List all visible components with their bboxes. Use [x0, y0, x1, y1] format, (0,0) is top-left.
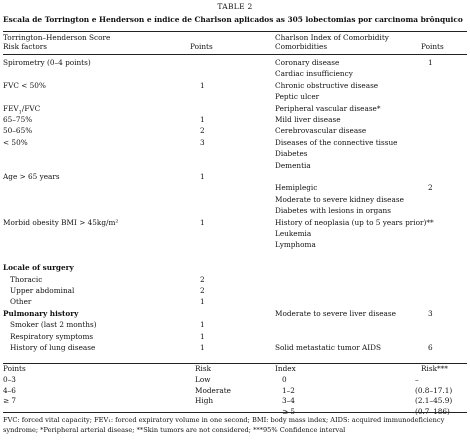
comorbidity-points: 6 — [428, 343, 433, 352]
risk-table-index: 0 — [282, 375, 287, 384]
header-rule — [3, 54, 467, 55]
left-subheader-factors: Risk factors — [3, 42, 48, 51]
risk-factor-label: Locale of surgery — [3, 263, 74, 273]
risk-factor-label: Thoracic — [10, 274, 43, 284]
comorbidity-label: Hemiplegic — [275, 183, 318, 193]
comorbidity-label: Diabetes with lesions in organs — [275, 206, 391, 216]
bottom-section-rule — [3, 363, 467, 364]
risk-factor-points: 1 — [200, 331, 205, 341]
comorbidity-label: Dementia — [275, 160, 311, 170]
risk-factor-label: < 50% — [3, 137, 28, 147]
risk-factor-points: 2 — [200, 286, 205, 295]
comorbidity-points: 1 — [428, 58, 433, 67]
right-subheader-points: Points — [421, 42, 444, 51]
risk-table-index: ≥ 5 — [282, 406, 296, 416]
risk-table-risk2: (2.1–45.9) — [415, 396, 453, 405]
comorbidity-label: History of neoplasia (up to 5 years prior)** — [275, 217, 434, 227]
risk-table-index: 1–2 — [282, 385, 295, 395]
risk-factor-points: 2 — [200, 126, 205, 136]
risk-factor-label: Spirometry (0–4 points) — [3, 58, 91, 67]
comorbidity-label: Diabetes — [275, 149, 308, 159]
comorbidity-label: Chronic obstructive disease — [275, 80, 379, 90]
risk-factor-points: 1 — [200, 172, 205, 181]
risk-factor-label: 65–75% — [3, 115, 33, 124]
risk-factor-points: 1 — [200, 80, 205, 90]
comorbidity-points: 3 — [428, 308, 433, 318]
foot-rule — [3, 412, 467, 413]
risk-factor-label: FVC < 50% — [3, 80, 46, 90]
risk-factor-label: Other — [10, 297, 32, 307]
comorbidity-label: Peripheral vascular disease* — [275, 103, 381, 113]
risk-factor-points: 2 — [200, 274, 205, 284]
comorbidity-label: Peptic ulcer — [275, 92, 320, 102]
footnote: FVC: forced vital capacity; FEV₁: forced expiratory volume in one second; BMI: body mass index; AIDS: acquired immunodeficiency syndrome; *Peripheral arterial disease; **Skin tumors are not considered; ***95% Confidence interval — [3, 416, 445, 434]
risk-table-risk2: (0.8–17.1) — [415, 385, 453, 395]
risk-table-risk2: (0.7–186) — [415, 406, 450, 416]
risk-table-risk: Low — [195, 375, 211, 384]
risk-table-points: 4–6 — [3, 385, 16, 395]
comorbidity-label: Moderate to severe liver disease — [275, 308, 396, 318]
comorbidity-label: Diseases of the connective tissue — [275, 137, 398, 147]
risk-factor-points: 1 — [200, 217, 205, 227]
comorbidity-label: Cerebrovascular disease — [275, 126, 367, 136]
risk-factor-points: 3 — [200, 137, 205, 147]
bottom-header-risk: Risk — [195, 364, 211, 373]
risk-factor-label: Smoker (last 2 months) — [10, 320, 97, 330]
top-rule — [3, 31, 467, 32]
risk-factor-points: 1 — [200, 115, 205, 124]
risk-table-risk: Moderate — [195, 385, 231, 395]
left-subheader-points: Points — [190, 42, 213, 51]
risk-factor-label: Pulmonary history — [3, 308, 79, 318]
comorbidity-label: Coronary disease — [275, 58, 340, 67]
risk-factor-points: 1 — [200, 343, 205, 352]
table-caption: Escala de Torrington e Henderson e índice de Charlson aplicados as 305 lobectomias por carcinoma brônquico — [3, 15, 463, 24]
risk-factor-label: Morbid obesity BMI > 45kg/m² — [3, 217, 119, 227]
right-header: Charlson Index of Comorbidity — [275, 33, 389, 42]
table-title: TABLE 2 — [217, 2, 253, 11]
risk-table-points: ≥ 7 — [3, 396, 17, 405]
risk-factor-label: 50–65% — [3, 126, 33, 136]
risk-table-index: 3–4 — [282, 396, 295, 405]
risk-factor-label: $FEV_1$/FVC — [3, 103, 41, 116]
comorbidity-label: Mild liver disease — [275, 115, 341, 124]
comorbidity-label: Leukemia — [275, 229, 312, 238]
comorbidity-label: Cardiac insufficiency — [275, 69, 353, 79]
right-subheader-comorbidities: Comorbidities — [275, 42, 328, 51]
comorbidity-label: Moderate to severe kidney disease — [275, 194, 404, 204]
bottom-header-points: Points — [3, 364, 26, 373]
comorbidity-label: Solid metastatic tumor AIDS — [275, 343, 382, 352]
risk-factor-points: 1 — [200, 320, 205, 330]
risk-factor-label: Respiratory symptoms — [10, 331, 94, 341]
bottom-header-risk2: Risk*** — [421, 364, 448, 373]
comorbidity-label: Lymphoma — [275, 240, 316, 250]
risk-table-risk2: – — [415, 375, 419, 384]
left-header: Torrington–Henderson Score — [3, 33, 111, 42]
risk-factor-label: Upper abdominal — [10, 286, 75, 295]
risk-factor-label: Age > 65 years — [3, 172, 60, 181]
risk-factor-label: History of lung disease — [10, 343, 96, 352]
comorbidity-points: 2 — [428, 183, 433, 193]
risk-table-points: 0–3 — [3, 375, 16, 384]
risk-table-risk: High — [195, 396, 214, 405]
risk-factor-points: 1 — [200, 297, 205, 307]
bottom-header-index: Index — [275, 364, 296, 373]
